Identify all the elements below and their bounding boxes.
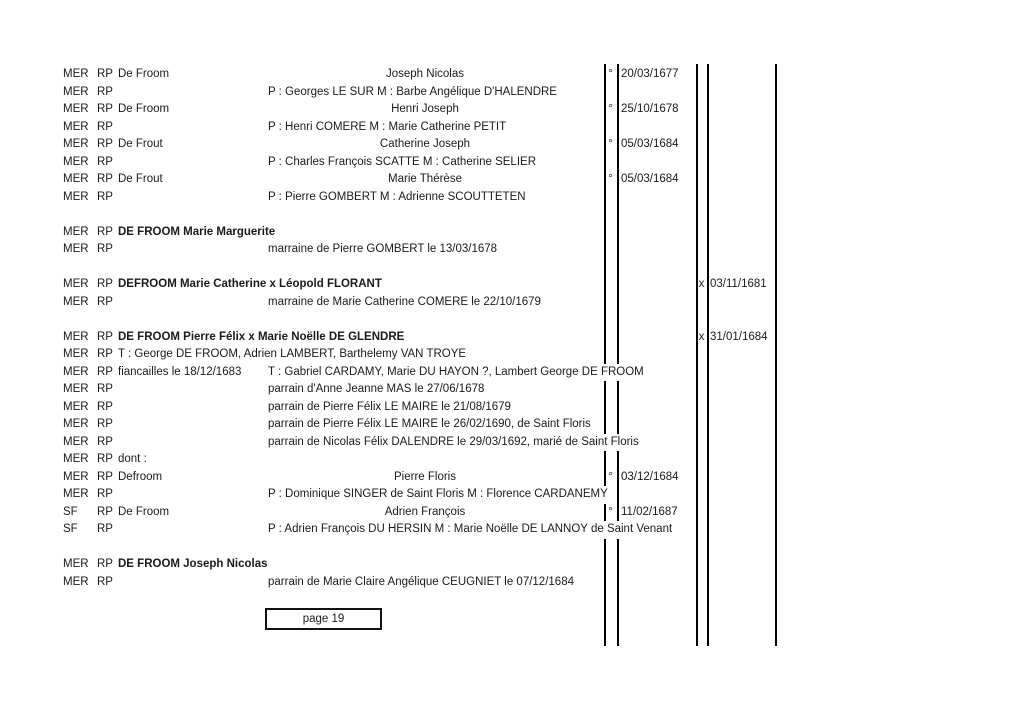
record-row xyxy=(0,241,1024,259)
record-type: RP xyxy=(97,418,113,430)
record-row xyxy=(0,521,1024,539)
record-row xyxy=(0,294,1024,312)
record-type: RP xyxy=(97,488,113,500)
record-label: De Froom xyxy=(118,103,170,115)
location-code: SF xyxy=(63,523,78,535)
detail-text: parrain de Nicolas Félix DALENDRE le 29/03/1692, marié de Saint Floris xyxy=(268,434,642,452)
record-row xyxy=(0,556,1024,574)
birth-symbol: ° xyxy=(608,103,613,115)
record-type: RP xyxy=(97,155,113,168)
person-name: Henri Joseph xyxy=(391,103,459,115)
location-code: MER xyxy=(63,453,89,465)
record-type: RP xyxy=(97,173,113,185)
person-heading: DEFROOM Marie Catherine x Léopold FLORANT xyxy=(118,278,382,290)
record-type: RP xyxy=(97,470,113,483)
record-type: RP xyxy=(97,295,113,308)
record-row xyxy=(0,364,1024,382)
location-code: MER xyxy=(63,155,89,168)
location-code: MER xyxy=(63,470,89,483)
record-type: RP xyxy=(97,278,113,290)
record-row xyxy=(0,189,1024,207)
record-type: RP xyxy=(97,120,113,133)
record-row xyxy=(0,381,1024,399)
detail-text: parrain de Pierre Félix LE MAIRE le 26/02/1690, de Saint Floris xyxy=(268,416,594,434)
location-code: MER xyxy=(63,365,89,378)
detail-text: P : Adrien François DU HERSIN M : Marie Noëlle DE LANNOY de Saint Venant xyxy=(268,521,675,539)
record-row xyxy=(0,154,1024,172)
birth-symbol: ° xyxy=(608,505,613,518)
location-code: MER xyxy=(63,558,89,570)
location-code: MER xyxy=(63,138,89,150)
location-code: MER xyxy=(63,435,89,448)
record-type: RP xyxy=(97,243,113,255)
location-code: SF xyxy=(63,505,78,518)
birth-date: 03/12/1684 xyxy=(621,470,679,483)
person-name: Pierre Floris xyxy=(394,470,456,483)
birth-date: 11/02/1687 xyxy=(621,505,678,518)
birth-symbol: ° xyxy=(608,138,613,150)
page-number: page 19 xyxy=(302,613,345,625)
right-margin-rule xyxy=(775,64,777,646)
birth-date: 05/03/1684 xyxy=(621,138,679,150)
record-type: RP xyxy=(97,85,113,98)
location-code: MER xyxy=(63,488,89,500)
location-code: MER xyxy=(63,278,89,290)
record-row xyxy=(0,346,1024,364)
record-type: RP xyxy=(97,348,113,360)
person-name: Catherine Joseph xyxy=(379,138,471,150)
record-row xyxy=(0,469,1024,487)
record-row xyxy=(0,451,1024,469)
record-label: Defroom xyxy=(118,470,163,483)
location-code: MER xyxy=(63,173,89,185)
person-heading: DE FROOM Joseph Nicolas xyxy=(118,558,268,570)
record-label: De Froom xyxy=(118,505,170,518)
birth-date: 25/10/1678 xyxy=(621,103,679,115)
person-name: Marie Thérèse xyxy=(388,173,462,185)
detail-text: marraine de Marie Catherine COMERE le 22/10/1679 xyxy=(268,294,544,312)
record-type: RP xyxy=(97,330,113,343)
person-name: Joseph Nicolas xyxy=(386,68,464,80)
location-code: MER xyxy=(63,400,89,413)
record-row xyxy=(0,66,1024,84)
birth-date: 05/03/1684 xyxy=(621,173,679,185)
detail-text: parrain d'Anne Jeanne MAS le 27/06/1678 xyxy=(268,381,487,399)
record-row xyxy=(0,84,1024,102)
marriage-symbol-column-rule-left xyxy=(696,64,698,646)
record-label: dont : xyxy=(118,453,147,465)
record-type: RP xyxy=(97,558,113,570)
record-type: RP xyxy=(97,68,113,80)
record-row xyxy=(0,504,1024,522)
record-row xyxy=(0,434,1024,452)
detail-text: T : Gabriel CARDAMY, Marie DU HAYON ?, Lambert George DE FROOM xyxy=(268,364,647,382)
record-row xyxy=(0,486,1024,504)
detail-text: parrain de Pierre Félix LE MAIRE le 21/08/1679 xyxy=(268,399,514,417)
person-heading: DE FROOM Pierre Félix x Marie Noëlle DE GLENDRE xyxy=(118,330,405,343)
location-code: MER xyxy=(63,190,89,203)
record-row xyxy=(0,399,1024,417)
record-label: T : George DE FROOM, Adrien LAMBERT, Barthelemy VAN TROYE xyxy=(118,348,467,360)
marriage-date: 31/01/1684 xyxy=(710,330,768,343)
marriage-symbol: x xyxy=(698,278,705,290)
record-type: RP xyxy=(97,103,113,115)
location-code: MER xyxy=(63,85,89,98)
location-code: MER xyxy=(63,348,89,360)
marriage-symbol: x xyxy=(698,330,705,343)
record-type: RP xyxy=(97,575,113,588)
birth-symbol: ° xyxy=(608,68,613,80)
birth-date: 20/03/1677 xyxy=(621,68,679,80)
person-heading: DE FROOM Marie Marguerite xyxy=(118,225,276,238)
record-type: RP xyxy=(97,225,113,238)
detail-text: P : Georges LE SUR M : Barbe Angélique D'HALENDRE xyxy=(268,84,560,102)
record-label: De Frout xyxy=(118,138,163,150)
record-label: De Frout xyxy=(118,173,163,185)
birth-symbol: ° xyxy=(608,470,613,483)
detail-text: P : Henri COMERE M : Marie Catherine PETIT xyxy=(268,119,509,137)
location-code: MER xyxy=(63,68,89,80)
location-code: MER xyxy=(63,103,89,115)
record-row xyxy=(0,574,1024,592)
location-code: MER xyxy=(63,575,89,588)
location-code: MER xyxy=(63,120,89,133)
location-code: MER xyxy=(63,383,89,395)
birth-symbol-column-rule-right xyxy=(617,64,619,646)
record-row xyxy=(0,136,1024,154)
detail-text: marraine de Pierre GOMBERT le 13/03/1678 xyxy=(268,241,500,259)
record-type: RP xyxy=(97,523,113,535)
record-row xyxy=(0,171,1024,189)
marriage-symbol-column-rule-right xyxy=(707,64,709,646)
location-code: MER xyxy=(63,225,89,238)
record-type: RP xyxy=(97,453,113,465)
record-row xyxy=(0,224,1024,242)
birth-symbol: ° xyxy=(608,173,613,185)
location-code: MER xyxy=(63,330,89,343)
record-row xyxy=(0,276,1024,294)
detail-text: P : Charles François SCATTE M : Catherine SELIER xyxy=(268,154,539,172)
record-row xyxy=(0,101,1024,119)
location-code: MER xyxy=(63,295,89,308)
detail-text: P : Dominique SINGER de Saint Floris M : Florence CARDANEMY xyxy=(268,486,611,504)
detail-text: parrain de Marie Claire Angélique CEUGNIET le 07/12/1684 xyxy=(268,574,577,592)
record-type: RP xyxy=(97,435,113,448)
record-type: RP xyxy=(97,400,113,413)
record-label: De Froom xyxy=(118,68,170,80)
location-code: MER xyxy=(63,243,89,255)
person-name: Adrien François xyxy=(384,505,466,518)
record-type: RP xyxy=(97,138,113,150)
record-type: RP xyxy=(97,190,113,203)
record-type: RP xyxy=(97,365,113,378)
record-type: RP xyxy=(97,505,113,518)
record-row xyxy=(0,416,1024,434)
record-row xyxy=(0,119,1024,137)
marriage-date: 03/11/1681 xyxy=(710,278,767,290)
record-type: RP xyxy=(97,383,113,395)
detail-text: P : Pierre GOMBERT M : Adrienne SCOUTTETEN xyxy=(268,189,529,207)
record-row xyxy=(0,329,1024,347)
page-number-box xyxy=(265,608,382,630)
record-label: fiancailles le 18/12/1683 xyxy=(118,365,242,378)
location-code: MER xyxy=(63,418,89,430)
